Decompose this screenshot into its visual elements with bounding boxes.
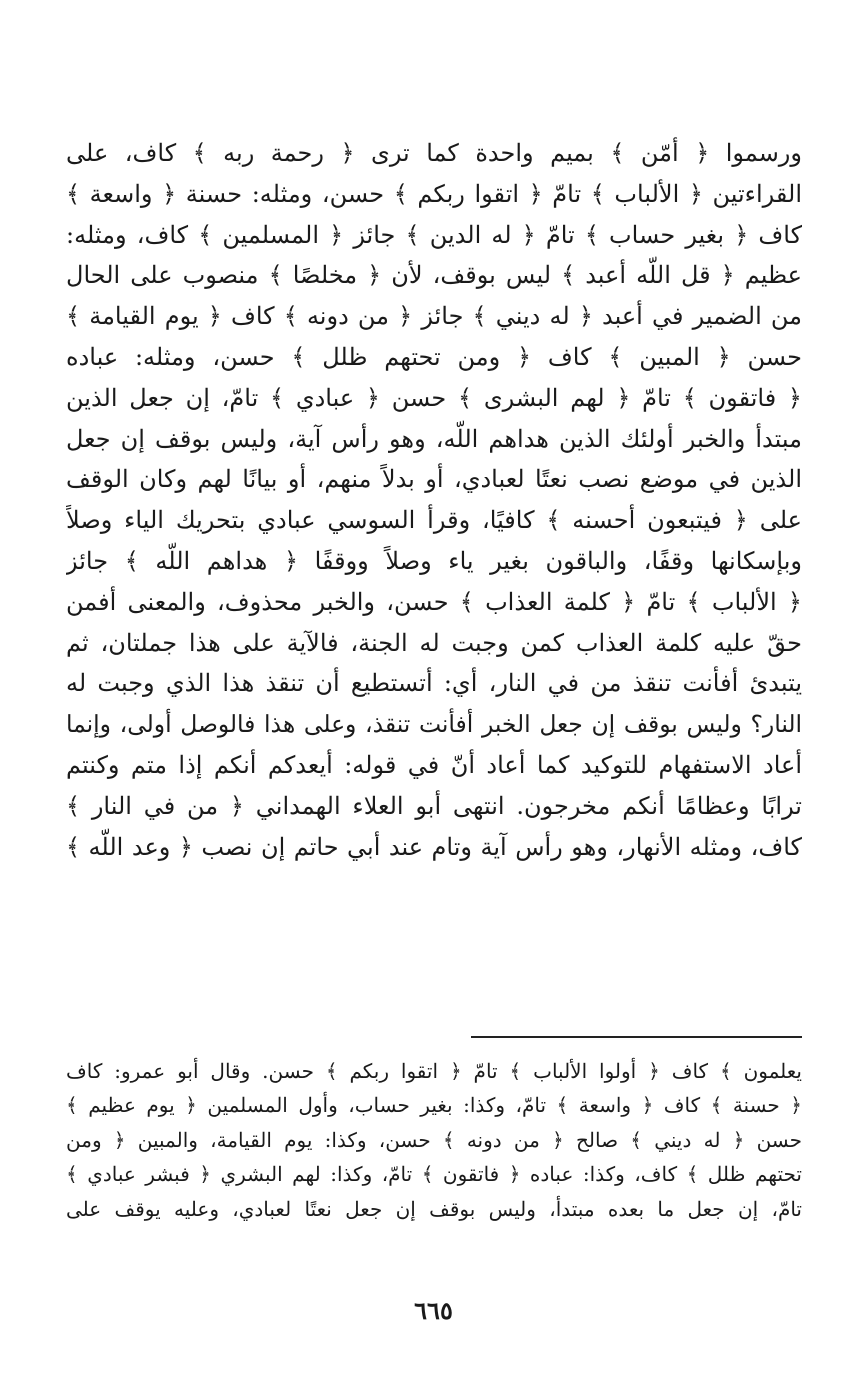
text-line: كاف ﴿ بغير حساب ﴾ تامّ ﴿ له الدين ﴾ جائز ﴿ المسلمين ﴾ كاف، ومثله: — [66, 220, 802, 249]
text-line: وبإسكانها وقفًا، والباقون بغير ياء وصلاً ووقفًا ﴿ هداهم اللّه ﴾ جائز — [66, 546, 802, 575]
page-number: ٦٦٥ — [414, 1296, 453, 1325]
text-line: ﴿ فاتقون ﴾ تامّ ﴿ لهم البشرى ﴾ حسن ﴿ عبادي ﴾ تامّ، إن جعل الذين — [66, 383, 802, 412]
text-line: الذين في موضع نصب نعتًا لعبادي، أو بدلاً منهم، أو بيانًا لهم وكان الوقف — [66, 465, 802, 494]
text-line: ترابًا وعظامًا أنكم مخرجون. انتهى أبو العلاء الهمداني ﴿ من في النار ﴾ — [66, 791, 802, 820]
text-line: مبتدأ والخبر أولئك الذين هداهم اللّه، وهو رأس آية، وليس بوقف إن جعل — [66, 424, 802, 453]
text-line: عظيم ﴿ قل اللّه أعبد ﴾ ليس بوقف، لأن ﴿ مخلصًا ﴾ منصوب على الحال — [66, 261, 802, 290]
footnote-line: ﴿ حسنة ﴾ كاف ﴿ واسعة ﴾ تامّ، وكذا: بغير حساب، وأول المسلمين ﴿ يوم عظيم ﴾ — [66, 1093, 802, 1118]
footnote-line: يعلمون ﴾ كاف ﴿ أولوا الألباب ﴾ تامّ ﴿ اتقوا ربكم ﴾ حسن. وقال أبو عمرو: كاف — [66, 1059, 802, 1083]
text-line: حقّ عليه كلمة العذاب كمن وجبت له الجنة، فالآية على هذا جملتان، ثم — [66, 628, 802, 657]
text-line: ورسموا ﴿ أمّن ﴾ بميم واحدة كما ترى ﴿ رحمة ربه ﴾ كاف، على — [66, 139, 802, 167]
text-line: أعاد الاستفهام للتوكيد كما أعاد أنّ في قوله: أيعدكم أنكم إذا متم وكنتم — [66, 750, 802, 779]
main-text-block — [66, 133, 802, 867]
text-line: من الضمير في أعبد ﴿ له ديني ﴾ جائز ﴿ من دونه ﴾ كاف ﴿ يوم القيامة ﴾ — [66, 302, 802, 331]
text-line: النار؟ وليس بوقف إن جعل الخبر أفأنت تنقذ، وعلى هذا فالوصل أولى، وإنما — [66, 710, 802, 739]
text-line: ﴿ الألباب ﴾ تامّ ﴿ كلمة العذاب ﴾ حسن، والخبر محذوف، والمعنى أفمن — [66, 587, 802, 616]
footnote-line: تحتهم ظلل ﴾ كاف، وكذا: عباده ﴿ فاتقون ﴾ تامّ، وكذا: لهم البشري ﴿ فبشر عبادي ﴾ — [66, 1162, 802, 1187]
footnotes-block — [66, 1054, 802, 1226]
text-line: يتبدئ أفأنت تنقذ من في النار، أي: أتستطيع أن تنقذ هذا الذي وجبت له — [66, 669, 802, 698]
text-line: على ﴿ فيتبعون أحسنه ﴾ كافيًا، وقرأ السوسي عبادي بتحريك الياء وصلاً — [66, 506, 802, 535]
footnote-line: حسن ﴿ له ديني ﴾ صالح ﴿ من دونه ﴾ حسن، وكذا: يوم القيامة، والمبين ﴿ ومن — [66, 1127, 802, 1152]
footnote-divider — [471, 1036, 802, 1038]
text-line: حسن ﴿ المبين ﴾ كاف ﴿ ومن تحتهم ظلل ﴾ حسن، ومثله: عباده — [66, 342, 802, 371]
footnote-line: تامّ، إن جعل ما بعده مبتدأ، وليس بوقف إن جعل نعتًا لعبادي، وعليه يوقف على — [66, 1196, 802, 1221]
text-line: القراءتين ﴿ الألباب ﴾ تامّ ﴿ اتقوا ربكم ﴾ حسن، ومثله: حسنة ﴿ واسعة ﴾ — [66, 179, 802, 208]
text-line: كاف، ومثله الأنهار، وهو رأس آية وتام عند أبي حاتم إن نصب ﴿ وعد اللّه ﴾ — [66, 832, 802, 861]
